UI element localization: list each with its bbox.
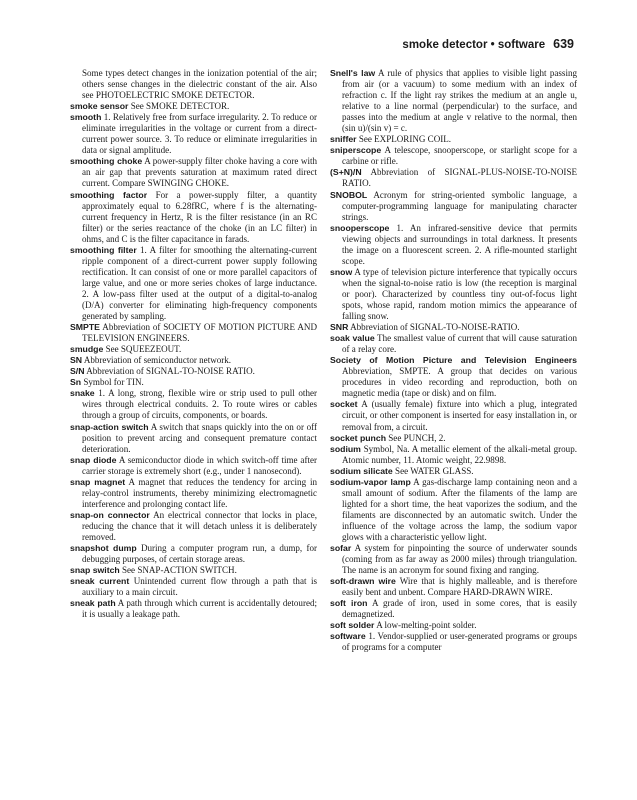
glossary-entry	[330, 631, 577, 653]
running-header	[70, 37, 574, 51]
entry-term: socket punch	[330, 432, 386, 443]
entry-term: SMPTE	[70, 322, 100, 333]
entry-term: SNR	[330, 322, 349, 333]
entry-definition: Symbol, Na. A metallic element of the alkali-metal group. Atomic number, 11. Atomic weight, 22.9898.	[342, 443, 577, 465]
glossary-entry	[330, 399, 577, 432]
glossary-entry	[70, 245, 317, 322]
glossary-entry	[330, 68, 577, 134]
entry-definition: 1. An infrared-sensitive device that permits viewing objects and surroundings in total darkness. It presents the image on a fluorescent screen. 2. A rifle-mounted starlight scope.	[342, 222, 577, 266]
entry-definition: See SMOKE DETECTOR.	[130, 101, 230, 112]
entry-term: sneak current	[70, 576, 130, 587]
glossary-entry	[330, 190, 577, 223]
entry-term: soft-drawn wire	[330, 576, 396, 587]
entry-definition: Abbreviation of SIGNAL-TO-NOISE-RATIO.	[350, 322, 520, 333]
glossary-entry	[70, 366, 317, 377]
entry-term: SNOBOL	[330, 189, 368, 200]
glossary-entry	[330, 433, 577, 444]
glossary-entry	[70, 455, 317, 477]
entry-definition: A rule of physics that applies to visible light passing from air (or a vacuum) to some medium with an index of refraction c. If the light ray strikes the medium at an angle u, relative to a line normal (perpendicular) to the surface, and passes into the medium at angle v relative to the normal, then (sin u)/(sin v) = c.	[342, 68, 578, 134]
entry-definition: A type of television picture interference that typically occurs when the signal-to-noise ratio is low (the reception is marginal or poor). Characterized by countless tiny out-of-focus light spots, whose rapid, random motion mimics the appearance of falling snow.	[342, 266, 577, 322]
running-head: smoke detector • software	[402, 39, 546, 51]
glossary-entry	[330, 145, 577, 167]
entry-term: S/N	[70, 366, 85, 377]
entry-definition: A semiconductor diode in which switch-off time after carrier storage is extremely short (e.g., under 1 nanosecond).	[82, 454, 317, 476]
entry-term: snap magnet	[70, 476, 126, 487]
entry-definition: Abbreviation of SIGNAL-PLUS-NOISE-TO-NOISE RATIO.	[342, 167, 578, 189]
entry-term: snap-action switch	[70, 421, 149, 432]
entry-term: Snell's law	[330, 68, 376, 78]
glossary-entry	[330, 134, 577, 145]
entry-term: snow	[330, 266, 353, 277]
glossary-entry	[70, 543, 317, 565]
entry-term: soft solder	[330, 620, 375, 631]
entry-definition: See SNAP-ACTION SWITCH.	[122, 565, 237, 576]
entry-definition: 1. Relatively free from surface irregularity. 2. To reduce or eliminate irregularities in the voltage or current from a direct-current power source. 3. To reduce or eliminate irregularities in data or signal amplitude.	[82, 112, 317, 156]
entry-definition: A switch that snaps quickly into the on or off position to prevent arcing and consequent premature contact deterioration.	[82, 421, 317, 454]
entry-definition: A power-supply filter choke having a core with an air gap that prevents saturation at maximum rated direct current. Compare SWINGING CHOKE.	[82, 156, 317, 189]
entry-definition: A low-melting-point solder.	[376, 620, 477, 631]
glossary-entry	[330, 576, 577, 598]
entry-definition: 1. A long, strong, flexible wire or strip used to pull other wires through electrical conduits. 2. To route wires or cables through a group of circuits, components, or boards.	[82, 388, 317, 421]
entry-definition: See EXPLORING COIL.	[358, 134, 452, 145]
entry-definition: For a power-supply filter, a quantity approximately equal to 6.28fRC, where f is the alternating-current frequency in Hertz, R is the filter resistance (in an RC filter) or the series reactance of the choke (in an LC filter) in ohms, and C is the filter capacitance in farads.	[82, 189, 318, 244]
left-column	[70, 68, 317, 620]
entry-definition: 1. Vendor-supplied or user-generated programs or groups of programs for a computer	[342, 631, 577, 653]
entry-term: sodium-vapor lamp	[330, 476, 411, 487]
entry-term: snap diode	[70, 454, 117, 465]
entry-definition: Abbreviation of SIGNAL-TO-NOISE RATIO.	[86, 366, 255, 377]
entry-definition: During a computer program run, a dump, for debugging purposes, of certain storage areas.	[82, 543, 317, 565]
glossary-entry	[330, 620, 577, 631]
entry-term: snooperscope	[330, 222, 390, 233]
entry-definition: Unintended current flow through a path that is auxiliary to a main circuit.	[82, 576, 318, 598]
glossary-entry	[70, 112, 317, 156]
entry-term: sodium silicate	[330, 465, 393, 476]
entry-definition: Abbreviation of SOCIETY OF MOTION PICTURE AND TELEVISION ENGINEERS.	[82, 322, 317, 344]
entry-definition: An electrical connector that locks in place, reducing the chance that it will detach unless it is deliberately removed.	[82, 509, 318, 542]
entry-definition: See SQUEEZEOUT.	[105, 344, 182, 355]
entry-term: socket	[330, 399, 358, 410]
entry-term: sniffer	[330, 134, 357, 145]
glossary-entry	[70, 355, 317, 366]
glossary-entry	[70, 598, 317, 620]
entry-term: sniperscope	[330, 145, 382, 156]
glossary-entry	[330, 223, 577, 267]
entry-term: smoke sensor	[70, 101, 129, 112]
entry-definition: A (usually female) fixture into which a plug, integrated circuit, or other component is inserted for easy installation in, or removal from, a circuit.	[342, 399, 577, 432]
entry-definition: A telescope, snooperscope, or starlight scope for a carbine or rifle.	[342, 145, 578, 167]
entry-definition: Abbreviation of semiconductor network.	[83, 355, 232, 366]
entry-definition: Wire that is highly malleable, and is therefore easily bent and unbent. Compare HARD-DRAWN WIRE.	[342, 576, 578, 598]
glossary-entry	[330, 355, 577, 399]
entry-term: sneak path	[70, 598, 116, 609]
glossary-entry	[70, 388, 317, 421]
glossary-entry	[70, 322, 317, 344]
glossary-entry	[330, 322, 577, 333]
glossary-entry	[330, 598, 577, 620]
glossary-entry	[70, 190, 317, 245]
entry-definition: See PUNCH, 2.	[388, 432, 446, 443]
glossary-entry	[70, 422, 317, 455]
glossary-entry	[70, 477, 317, 510]
entry-term: soft iron	[330, 598, 368, 609]
glossary-entry	[70, 565, 317, 576]
right-column	[330, 68, 577, 653]
entry-definition: A path through which current is accidentally detoured; it is usually a leakage path.	[82, 598, 318, 620]
glossary-entry	[330, 444, 577, 466]
entry-definition: Abbreviation, SMPTE. A group that decides on various procedures in video recording and reproduction, both on magnetic media (tape or disk) and on film.	[342, 366, 577, 399]
entry-definition: See WATER GLASS.	[395, 465, 474, 476]
entry-term: SN	[70, 355, 83, 366]
entry-term: Society of Motion Picture and Television Engineers	[330, 355, 577, 366]
glossary-entry	[70, 377, 317, 388]
glossary-entry	[70, 344, 317, 355]
entry-definition: The smallest value of current that will cause saturation of a relay core.	[342, 333, 577, 355]
glossary-entry	[330, 267, 577, 322]
entry-term: smooth	[70, 112, 102, 123]
entry-term: sofar	[330, 543, 352, 554]
entry-term: smudge	[70, 344, 104, 355]
glossary-entry: Some types detect changes in the ionization potential of the air; others sense changes in the dielectric constant of the air. Also see PHOTOELECTRIC SMOKE DETECTOR.	[82, 68, 317, 101]
entry-term: Sn	[70, 377, 82, 388]
entry-definition: 1. A filter for smoothing the alternating-current ripple component of a direct-current power supply following rectification. It can consist of one or more parallel capacitors of large value, and one or more series chokes of large inductance. 2. A low-pass filter used at the output of a digital-to-analog (D/A) converter for eliminating high-frequency components generated by sampling.	[82, 244, 317, 322]
entry-term: snap-on connector	[70, 509, 150, 520]
entry-term: snapshot dump	[70, 543, 137, 554]
entry-term: snake	[70, 388, 95, 399]
entry-term: soak value	[330, 333, 375, 344]
glossary-entry	[330, 477, 577, 543]
entry-term: sodium	[330, 443, 361, 454]
entry-definition: Acronym for string-oriented symbolic language, a computer-programming language for manipulating character strings.	[342, 189, 578, 222]
entry-definition: A magnet that reduces the tendency for arcing in relay-control instruments, thereby minimizing electromagnetic interference and prolonging contact life.	[82, 476, 317, 509]
glossary-entry	[70, 510, 317, 543]
entry-term: smoothing choke	[70, 156, 143, 167]
entry-term: (S+N)/N	[330, 167, 362, 178]
entry-definition: A gas-discharge lamp containing neon and a small amount of sodium. After the filaments of the lamp are lighted for a short time, the heat vaporizes the sodium, and the filaments are disconnected by an automatic switch. Under the influence of the voltage across the lamp, the sodium vapor glows with a characteristic yellow light.	[342, 476, 578, 542]
glossary-entry	[70, 101, 317, 112]
glossary-entry	[330, 333, 577, 355]
entry-definition: A grade of iron, used in some cores, that is easily demagnetized.	[342, 598, 577, 620]
entry-term: smoothing filter	[70, 244, 137, 255]
entry-definition: A system for pinpointing the source of underwater sounds (coming from as far away as 2000 miles) through triangulation. The name is an acronym for sound fixing and ranging.	[342, 543, 577, 576]
glossary-entry	[330, 466, 577, 477]
glossary-entry	[70, 156, 317, 189]
page-number: 639	[553, 37, 574, 51]
glossary-entry	[330, 167, 577, 189]
entry-term: software	[330, 631, 366, 642]
entry-definition: Symbol for TIN.	[83, 377, 144, 388]
entry-term: snap switch	[70, 565, 120, 576]
glossary-entry	[330, 543, 577, 576]
entry-term: smoothing factor	[70, 189, 148, 200]
glossary-entry	[70, 576, 317, 598]
